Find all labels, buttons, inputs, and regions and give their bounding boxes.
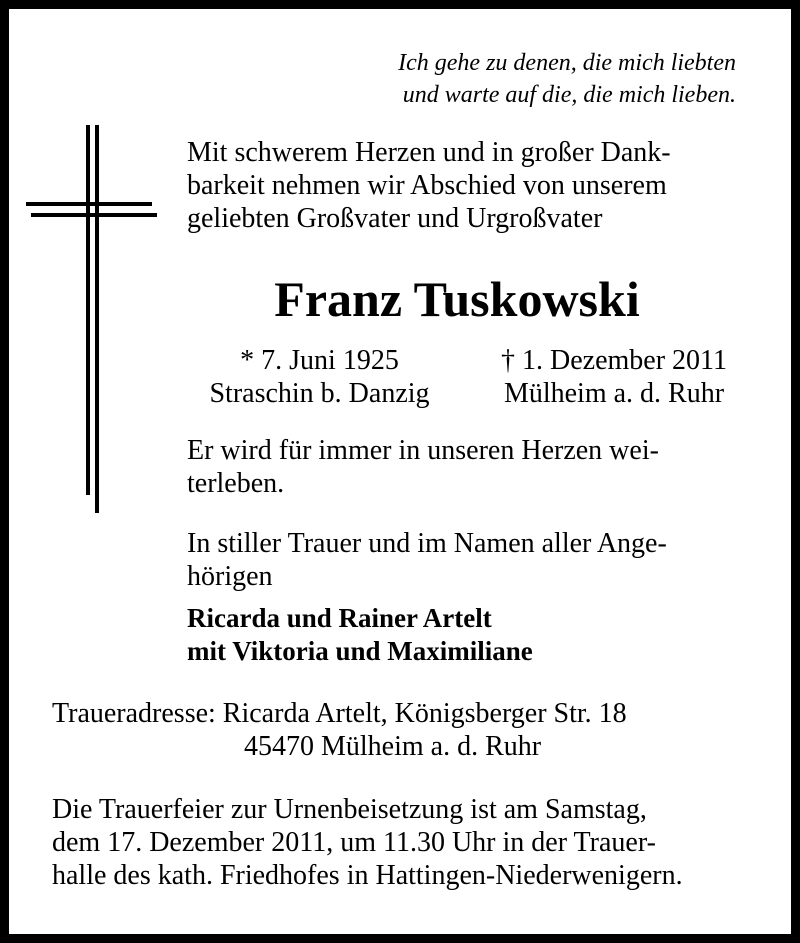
ceremony-line-1: Die Trauerfeier zur Urnenbeisetzung ist am Samstag, — [52, 794, 647, 825]
mourning-line-2: hörigen — [187, 561, 273, 592]
birth-date: * 7. Juni 1925 — [240, 345, 399, 376]
address-line-2: 45470 Mülheim a. d. Ruhr — [244, 731, 542, 762]
motto-quote — [398, 47, 736, 111]
motto-line-2: und warte auf die, die mich lieben. — [402, 82, 736, 108]
death-place: Mülheim a. d. Ruhr — [503, 378, 725, 409]
remembrance-text — [187, 434, 659, 500]
remembrance-line-2: terleben. — [187, 468, 285, 499]
signers-line-2: mit Viktoria und Maximiliane — [187, 636, 533, 666]
birth-place: Straschin b. Danzig — [209, 378, 430, 409]
ceremony-line-3: halle des kath. Friedhofes in Hattingen-Niederwenigern. — [52, 860, 683, 891]
intro-line-1: Mit schwerem Herzen und in großer Dank- — [187, 137, 671, 168]
mourning-line-1: In stiller Trauer und im Namen aller Ange- — [187, 528, 667, 559]
mourning-text — [187, 527, 667, 593]
death-date: † 1. Dezember 2011 — [501, 345, 727, 376]
intro-text — [187, 136, 671, 235]
address-line-1: Traueradresse: Ricarda Artelt, Königsberger Str. 18 — [52, 698, 627, 729]
remembrance-line-1: Er wird für immer in unseren Herzen wei- — [187, 435, 659, 466]
ceremony-line-2: dem 17. Dezember 2011, um 11.30 Uhr in der Trauer- — [52, 827, 656, 858]
signers-line-1: Ricarda und Rainer Artelt — [187, 603, 492, 633]
intro-line-3: geliebten Großvater und Urgroßvater — [187, 203, 603, 234]
death-info — [479, 344, 749, 410]
deceased-name: Franz Tuskowski — [274, 271, 640, 327]
ceremony-info — [52, 793, 683, 892]
mourning-address — [52, 697, 627, 763]
signers — [187, 602, 533, 668]
birth-info — [192, 344, 447, 410]
motto-line-1: Ich gehe zu denen, die mich liebten — [398, 50, 736, 76]
intro-line-2: barkeit nehmen wir Abschied von unserem — [187, 170, 667, 201]
